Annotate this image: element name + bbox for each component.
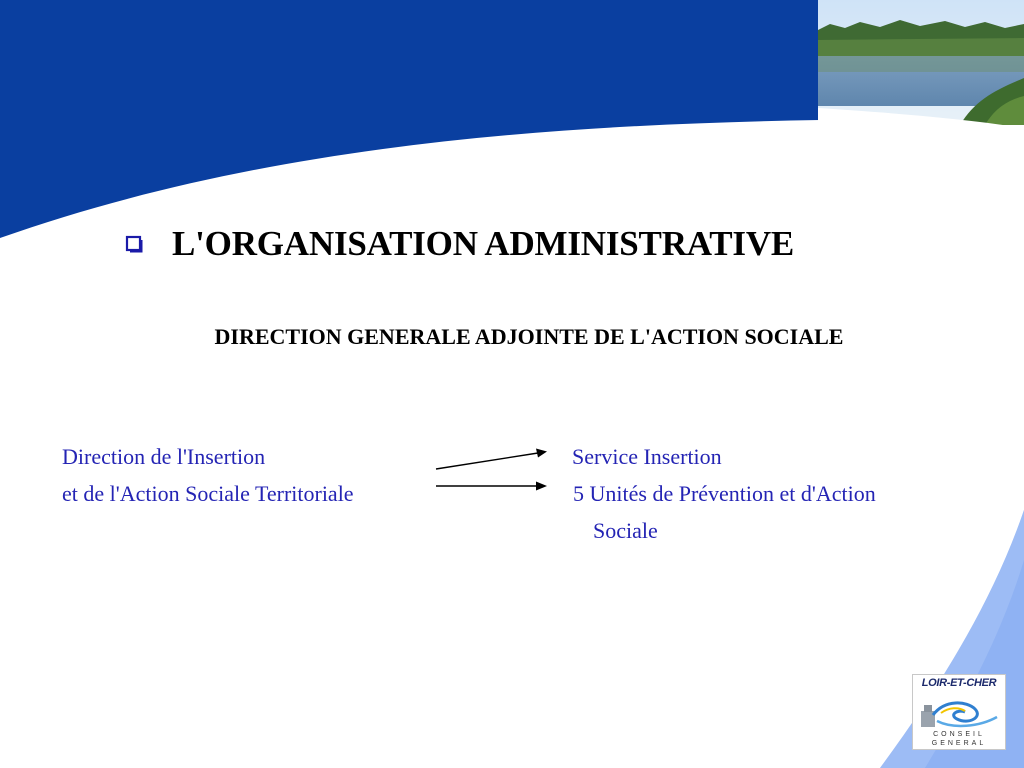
loir-et-cher-logo	[912, 674, 1006, 750]
landscape-photo	[818, 0, 1024, 140]
title-row	[124, 222, 794, 266]
right-line-3: Sociale	[593, 518, 658, 543]
right-line-2: 5 Unités de Prévention et d'Action	[573, 481, 876, 506]
left-line-2: et de l'Action Sociale Territoriale	[62, 481, 354, 506]
hollow-square-icon	[124, 222, 144, 266]
arrows-group	[430, 445, 555, 495]
logo-emblem-icon	[919, 693, 1001, 731]
logo-line-1: CONSEIL	[933, 731, 985, 738]
right-arrow-icon	[436, 482, 547, 491]
right-arrow-icon	[436, 449, 547, 470]
page-title: L'ORGANISATION ADMINISTRATIVE	[172, 224, 795, 263]
logo-title: LOIR-ET-CHER	[921, 677, 997, 689]
top-blue-band	[0, 0, 820, 238]
right-line-1: Service Insertion	[572, 444, 722, 469]
page-subtitle: DIRECTION GENERALE ADJOINTE DE L'ACTION SOCIALE	[214, 324, 844, 349]
logo-line-2: GENERAL	[931, 740, 987, 747]
left-line-1: Direction de l'Insertion	[62, 444, 266, 469]
